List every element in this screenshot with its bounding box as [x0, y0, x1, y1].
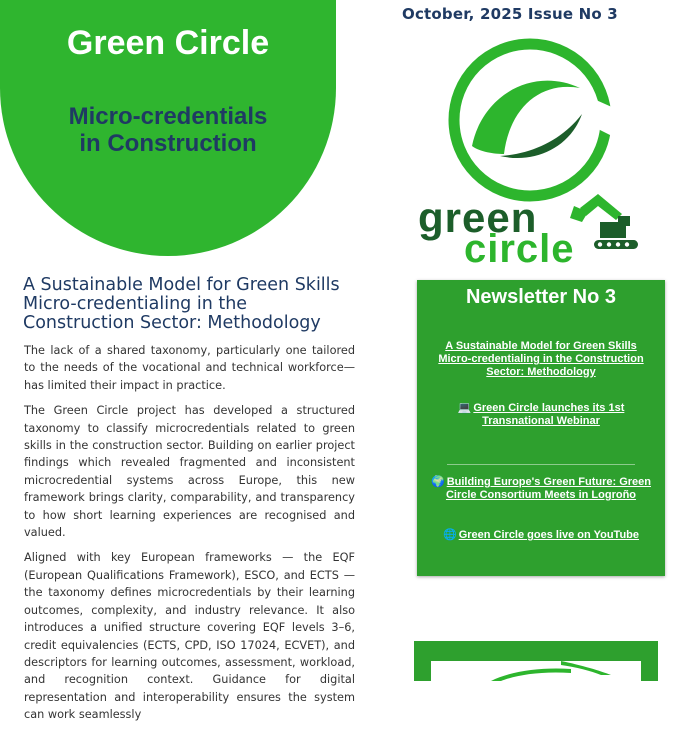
sidebar-link-youtube[interactable] [429, 529, 653, 542]
next-section-box [414, 641, 658, 681]
swoosh-graphic [431, 661, 641, 681]
excavator-icon [570, 194, 638, 249]
issue-date: October, 2025 Issue No 3 [402, 5, 618, 23]
sidebar-title: Newsletter No 3 [465, 286, 617, 308]
hero-subtitle-line2: in Construction [79, 130, 257, 157]
sidebar-link-webinar[interactable] [429, 402, 653, 428]
sidebar-link-label[interactable]: Green Circle launches its 1st Transnational Webinar [473, 402, 625, 427]
sidebar-divider [447, 464, 635, 465]
hero-subtitle [0, 103, 336, 157]
hero-text [0, 0, 336, 260]
sidebar-link-label[interactable]: Green Circle goes live on YouTube [458, 529, 640, 541]
next-section-image [431, 661, 641, 701]
brand-title: Green Circle [66, 24, 270, 62]
article-paragraph: Aligned with key European frameworks — the EQF (European Qualifications Framework), ESCO, and ECTS — the taxonomy defines microcredentials by their learning outcomes, complexity, and industry relevance. It also introduces a unified structure covering EQF levels 3–6, credit equivalencies (ECTS, CPD, ISO 17024, ECVET), and descriptors for learning outcomes, assessment, workload, and recognition context. Guidance for digital representation and interoperability ensures the system can work seamlessly [24, 551, 355, 722]
article-body [24, 342, 355, 732]
green-circle-logo [412, 36, 652, 270]
article-paragraph: The lack of a shared taxonomy, particularly one tailored to the needs of the vocational and technical workforce— has limited their impact in practice. [24, 344, 355, 392]
sidebar-link-logrono[interactable] [429, 476, 653, 502]
article-title: A Sustainable Model for Green Skills Micro-credentialing in the Construction Sector: Methodology [23, 275, 340, 333]
globe-icon: 🌍 [430, 476, 445, 488]
logo-word-circle: circle [464, 227, 575, 266]
newsletter-sidebar [417, 280, 665, 576]
sidebar-link-label[interactable]: A Sustainable Model for Green Skills Micro-credentialing in the Construction Sector: Methodology [438, 340, 644, 378]
web-icon: 🌐 [442, 529, 457, 541]
sidebar-link-label[interactable]: Building Europe's Green Future: Green Circle Consortium Meets in Logroño [445, 476, 651, 501]
hero-subtitle-line1: Micro-credentials [68, 103, 268, 130]
laptop-icon: 💻 [457, 402, 472, 414]
logo-word-green: green [418, 194, 538, 241]
sidebar-link-methodology[interactable] [429, 340, 653, 379]
article-paragraph: The Green Circle project has developed a structured taxonomy to classify microcredentials related to green skills in the construction sector. Building on earlier project findings which revealed fragmented and inconsistent microcredential systems across Europe, this new framework brings clarity, comparability, and transparency to how short learning experiences are recognised and valued. [24, 404, 355, 540]
logo-graphic [412, 36, 652, 266]
